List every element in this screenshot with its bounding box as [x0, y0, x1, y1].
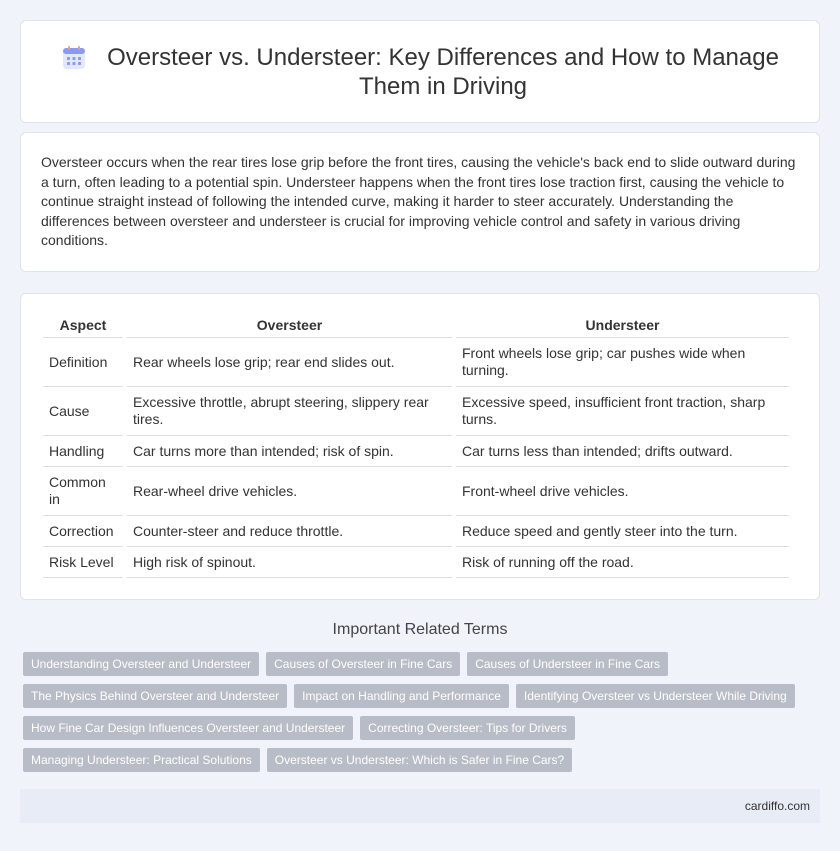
header-aspect: Aspect: [43, 312, 123, 338]
cell-understeer: Car turns less than intended; drifts outward.: [456, 436, 789, 467]
table-row: [43, 338, 789, 387]
related-tag[interactable]: Causes of Understeer in Fine Cars: [467, 652, 668, 676]
related-tag[interactable]: Correcting Oversteer: Tips for Drivers: [360, 716, 575, 740]
cell-aspect: Correction: [43, 516, 123, 547]
header-card: [20, 20, 820, 123]
comparison-table: [39, 312, 793, 578]
cell-understeer: Reduce speed and gently steer into the turn.: [456, 516, 789, 547]
header-understeer: Understeer: [456, 312, 789, 338]
footer-site-link[interactable]: cardiffo.com: [744, 799, 810, 813]
cell-aspect: Definition: [43, 338, 123, 387]
footer: [20, 789, 820, 823]
page-title: Oversteer vs. Understeer: Key Differences and How to Manage Them in Driving: [107, 43, 779, 100]
related-tags: [23, 652, 820, 780]
intro-text: Oversteer occurs when the rear tires lose grip before the front tires, causing the vehicle's back end to slide outward during a turn, often leading to a potential spin. Understeer happens when the front tires lose traction first, causing the vehicle to continue straight instead of following the intended curve, making it harder to steer accurately. Understanding the differences between oversteer and understeer is crucial for improving vehicle control and safety in various driving conditions.: [41, 154, 796, 248]
cell-oversteer: Excessive throttle, abrupt steering, slippery rear tires.: [127, 387, 452, 436]
related-tag[interactable]: Impact on Handling and Performance: [294, 684, 509, 708]
cell-oversteer: Rear-wheel drive vehicles.: [127, 467, 452, 516]
cell-aspect: Cause: [43, 387, 123, 436]
related-tag[interactable]: Oversteer vs Understeer: Which is Safer in Fine Cars?: [267, 748, 572, 772]
cell-understeer: Front wheels lose grip; car pushes wide when turning.: [456, 338, 789, 387]
cell-understeer: Front-wheel drive vehicles.: [456, 467, 789, 516]
table-row: [43, 467, 789, 516]
cell-oversteer: Counter-steer and reduce throttle.: [127, 516, 452, 547]
related-tag[interactable]: Managing Understeer: Practical Solutions: [23, 748, 260, 772]
cell-aspect: Risk Level: [43, 547, 123, 578]
header-inner: [61, 43, 779, 101]
cell-aspect: Handling: [43, 436, 123, 467]
comparison-table-card: [20, 293, 820, 600]
cell-oversteer: Car turns more than intended; risk of spin.: [127, 436, 452, 467]
calendar-icon: [61, 45, 87, 71]
related-terms-title: Important Related Terms: [332, 621, 508, 638]
cell-understeer: Excessive speed, insufficient front traction, sharp turns.: [456, 387, 789, 436]
table-row: [43, 387, 789, 436]
related-tag[interactable]: The Physics Behind Oversteer and Understeer: [23, 684, 287, 708]
table-header-row: [43, 312, 789, 338]
cell-aspect: Common in: [43, 467, 123, 516]
related-tag[interactable]: Identifying Oversteer vs Understeer While Driving: [516, 684, 795, 708]
related-tag[interactable]: How Fine Car Design Influences Oversteer and Understeer: [23, 716, 353, 740]
table-row: [43, 547, 789, 578]
header-oversteer: Oversteer: [127, 312, 452, 338]
intro-card: [20, 132, 820, 272]
table-row: [43, 516, 789, 547]
related-tag[interactable]: Understanding Oversteer and Understeer: [23, 652, 259, 676]
cell-understeer: Risk of running off the road.: [456, 547, 789, 578]
cell-oversteer: Rear wheels lose grip; rear end slides out.: [127, 338, 452, 387]
related-tag[interactable]: Causes of Oversteer in Fine Cars: [266, 652, 460, 676]
table-row: [43, 436, 789, 467]
cell-oversteer: High risk of spinout.: [127, 547, 452, 578]
